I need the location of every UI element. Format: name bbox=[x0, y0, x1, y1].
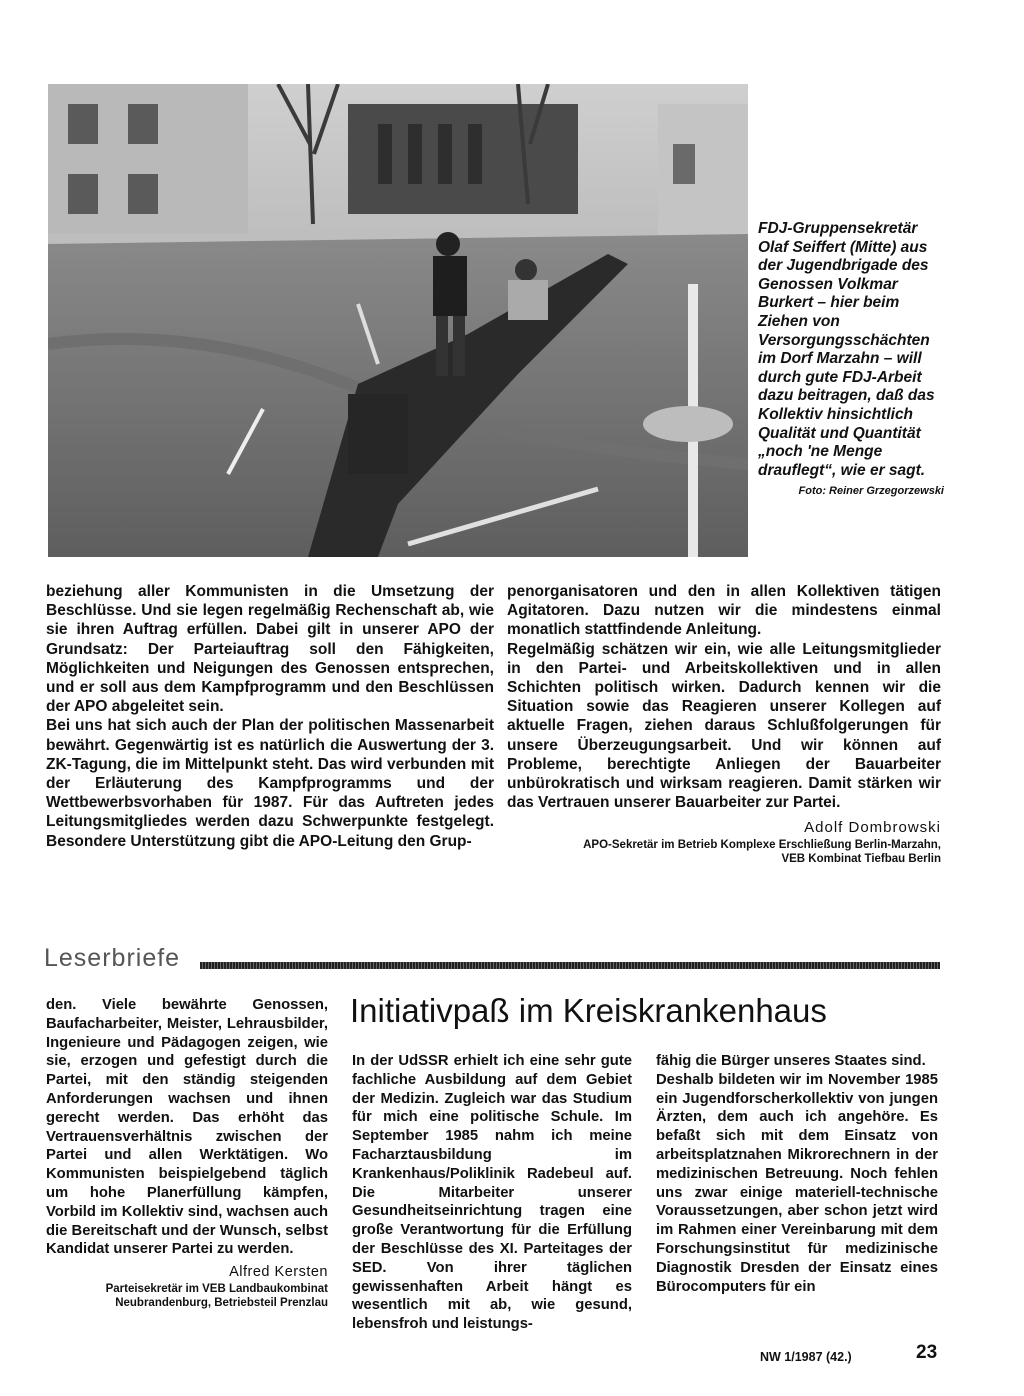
photo-caption bbox=[758, 220, 944, 498]
page-number: 23 bbox=[916, 1342, 938, 1363]
letter-headline: Initiativpaß im Kreiskrankenhaus bbox=[350, 992, 827, 1029]
photo-caption-text: FDJ-Gruppensekretär Olaf Seiffert (Mitte) aus der Jugendbrigade des Genossen Volkmar Burkert – hier beim Ziehen von Versorgungsschächten im Dorf Marzahn – will durch gute FDJ-Arbeit dazu beitragen, daß das Kollektiv hinsichtlich Qualität und Quantität „noch 'ne Menge drauflegt“, wie er sagt. bbox=[758, 220, 935, 479]
article-paragraph: Bei uns hat sich auch der Plan der politischen Massenarbeit bewährt. Gegenwärtig ist es natürlich die Auswertung der 3. ZK-Tagung, die im Mittelpunkt steht. Das wird verbunden mit der Erläuterung des Kampfprogramms und der Wettbewerbsvorhaben für 1987. Für das Auftreten jedes Leitungsmitgliedes werden dazu Schwerpunkte festgelegt. Besondere Unterstützung gibt die APO-Leitung den Grup- bbox=[46, 717, 494, 850]
letter-paragraph: den. Viele bewährte Genossen, Baufacharbeiter, Meister, Lehrausbilder, Ingenieure und Pädagogen zeigen, wie sie, erzogen und gefestigt durch die Partei, mit den ständig steigenden Anforderungen wachsen und ihnen gerecht werden. Das erhöht das Vertrauensverhältnis zwischen der Partei und allen Werktätigen. Wo Kommunisten beispielgebend täglich um hohe Planerfüllung kämpfen, Vorbild im Kollektiv sind, wachsen auch die Bereitschaft und der Wunsch, selbst Kandidat unserer Partei zu werden. bbox=[46, 997, 328, 1258]
letter-column-2 bbox=[352, 1052, 632, 1334]
letter-column-1 bbox=[46, 996, 328, 1310]
article-author-affiliation-1: APO-Sekretär im Betrieb Komplexe Erschließung Berlin-Marzahn, bbox=[583, 838, 941, 851]
article-author-affiliation-2: VEB Kombinat Tiefbau Berlin bbox=[781, 852, 941, 865]
section-rule bbox=[200, 962, 940, 969]
article-photo bbox=[48, 84, 748, 557]
letter-paragraph: Deshalb bildeten wir im November 1985 ein Jugendforscherkollektiv von jungen Ärzten, dem auch ich angehöre. Es befaßt sich mit dem Einsatz von arbeitsplatznahen Mikrorechnern in der medizinischen Betreuung. Noch fehlen uns zwar einige materiell-technische Voraussetzungen, aber schon jetzt wird im Rahmen einer Vereinbarung mit dem Forschungsinstitut für medizinische Diagnostik Dresden der Einsatz eines Bürocomputers für ein bbox=[656, 1071, 938, 1295]
letter-author-affiliation-1: Parteisekretär im VEB Landbaukombinat bbox=[105, 1282, 328, 1295]
letter-paragraph: fähig die Bürger unseres Staates sind. bbox=[656, 1053, 926, 1069]
letter-author-affiliation-2: Neubrandenburg, Betriebsteil Prenzlau bbox=[115, 1296, 328, 1309]
letter-author: Alfred Kersten bbox=[229, 1264, 328, 1281]
issue-number: NW 1/1987 (42.) bbox=[760, 1350, 852, 1364]
section-title-leserbriefe: Leserbriefe bbox=[44, 944, 181, 972]
letter-column-3 bbox=[656, 1052, 938, 1296]
article-paragraph: Regelmäßig schätzen wir ein, wie alle Leitungsmitglieder in den Partei- und Arbeitskollektiven und in allen Schichten politisch wirken. Dadurch kennen wir die Situation sowie das Reagieren unserer Kollegen auf aktuelle Fragen, ziehen daraus Schlußfolgerungen für unsere Überzeugungsarbeit. Und wir können auf Probleme, berechtigte Anliegen der Bauarbeiter unbürokratisch und wirksam reagieren. Damit stärken wir das Vertrauen unserer Bauarbeiter zur Partei. bbox=[507, 640, 941, 812]
article-column-2 bbox=[507, 582, 941, 866]
photo-credit: Foto: Reiner Grzegorzewski bbox=[798, 485, 944, 498]
article-paragraph: penorganisatoren und den in allen Kollektiven tätigen Agitatoren. Dazu nutzen wir die mindestens einmal monatlich stattfindende Anleitung. bbox=[507, 583, 941, 639]
article-paragraph: beziehung aller Kommunisten in die Umsetzung der Beschlüsse. Und sie legen regelmäßig Rechenschaft ab, wie sie ihren Auftrag erfüllen. Dabei gilt in unserer APO der Grundsatz: Der Parteiauftrag soll den Fähigkeiten, Möglichkeiten und Neigungen des Genossen entsprechen, und er soll aus dem Kampfprogramm und den Beschlüssen der APO abgeleitet sein. bbox=[46, 583, 494, 716]
article-column-1 bbox=[46, 582, 494, 851]
article-author: Adolf Dombrowski bbox=[804, 819, 941, 837]
letter-paragraph: In der UdSSR erhielt ich eine sehr gute fachliche Ausbildung auf dem Gebiet der Medizin. Zugleich war das Studium für mich eine politische Schule. Im September 1985 nahm ich meine Facharztausbildung im Krankenhaus/Poliklinik Radebeul auf. Die Mitarbeiter unserer Gesundheitseinrichtung tragen eine große Verantwortung für die Erfüllung der Beschlüsse des XI. Parteitages der SED. Von ihrer täglichen gewissenhaften Arbeit hängt es wesentlich mit ab, wie gesund, lebensfroh und leistungs- bbox=[352, 1053, 632, 1333]
construction-photo-illustration bbox=[48, 84, 748, 557]
